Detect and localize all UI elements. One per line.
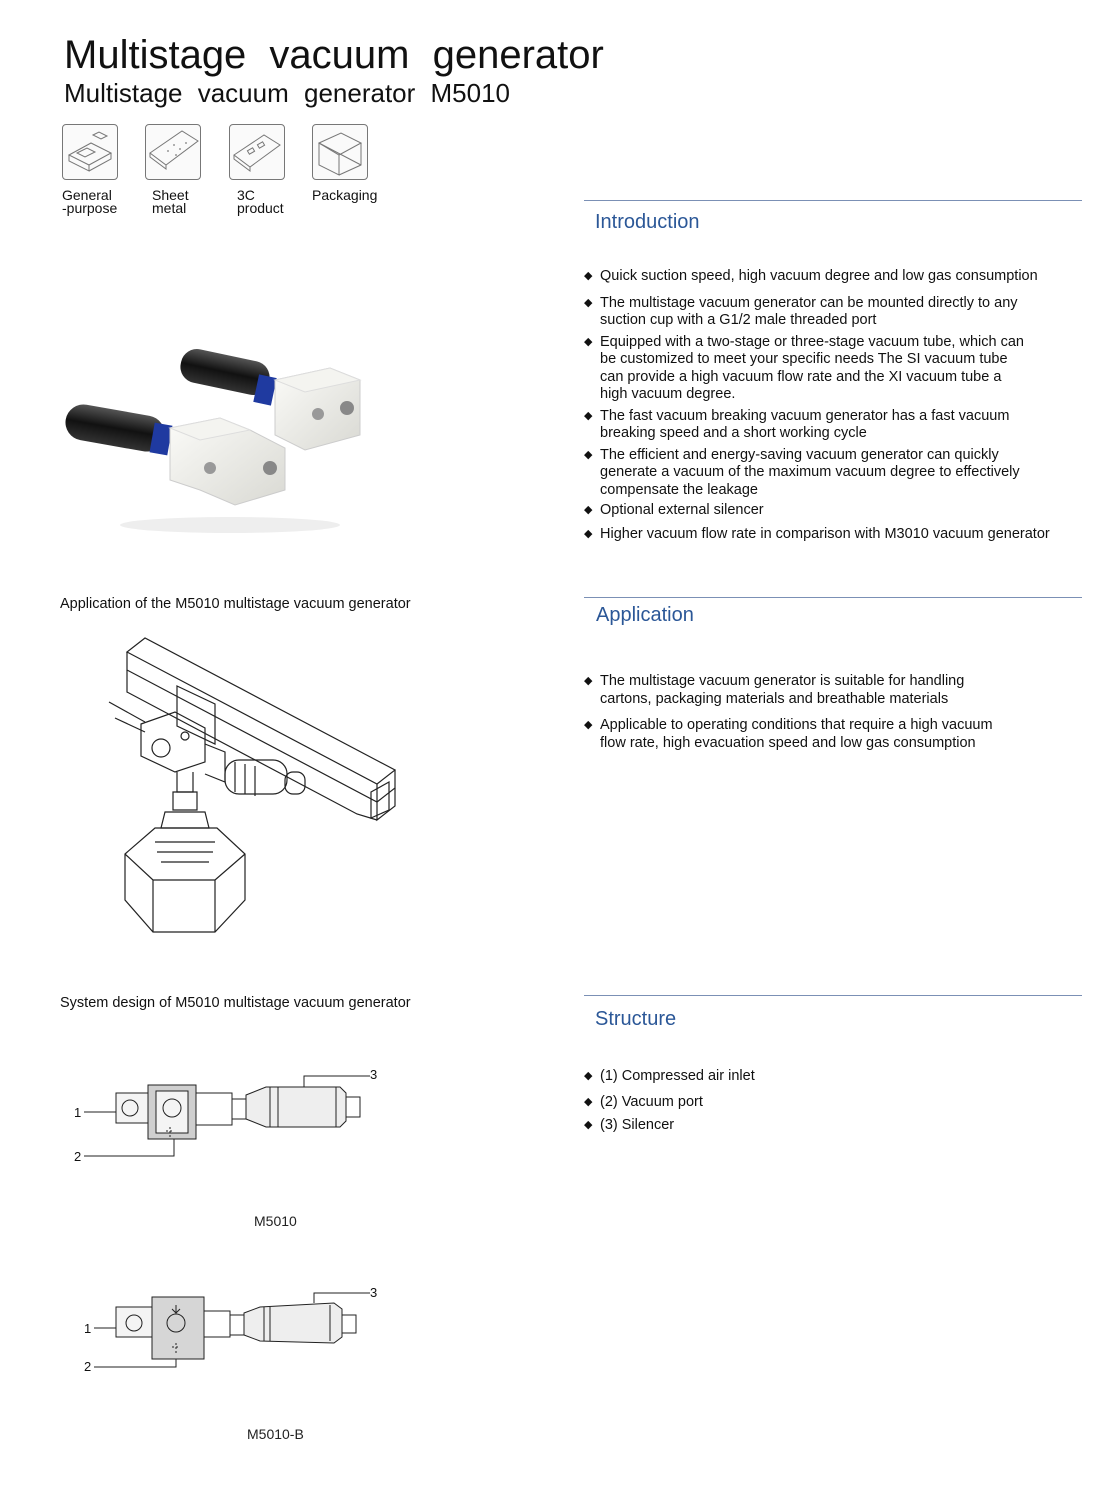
introduction-item: ◆ The multistage vacuum generator can be mounted directly to any suction cup with a G1/2 male threaded port xyxy=(584,295,1045,330)
introduction-item: ◆ Higher vacuum flow rate in comparison with M3010 vacuum generator xyxy=(584,526,1074,544)
introduction-item: ◆ Optional external silencer xyxy=(584,502,1074,520)
application-list xyxy=(584,673,1024,752)
general-purpose-icon xyxy=(62,124,118,180)
introduction-divider xyxy=(584,200,1082,201)
page-title: Multistage vacuum generator xyxy=(64,33,604,77)
m5010-callout-1: 1 xyxy=(74,1105,82,1120)
application-divider xyxy=(584,597,1082,598)
structure-item: ◆ (2) Vacuum port xyxy=(584,1094,984,1112)
introduction-item: ◆ Equipped with a two-stage or three-stage vacuum tube, which can be customized to meet your specific needs The SI vacuum tube can provide a high vacuum flow rate and the XI vacuum tube a high vacuum degree. xyxy=(584,334,1030,404)
industry-label-packaging: Packaging xyxy=(312,187,378,203)
structure-caption: System design of M5010 multistage vacuum generator xyxy=(60,995,411,1011)
m5010-b-callout-3: 3 xyxy=(370,1285,378,1300)
introduction-list xyxy=(584,268,1074,543)
introduction-item: ◆ Quick suction speed, high vacuum degree and low gas consumption xyxy=(584,268,1074,286)
structure-item: ◆ (1) Compressed air inlet xyxy=(584,1068,984,1086)
m5010-b-model-label: M5010-B xyxy=(247,1426,304,1442)
m5010-callout-2: 2 xyxy=(74,1149,82,1164)
introduction-item: ◆ The efficient and energy-saving vacuum generator can quickly generate a vacuum of the maximum vacuum degree to effectively compensate the leakage xyxy=(584,447,1030,500)
packaging-icon xyxy=(312,124,368,180)
application-item: ◆ The multistage vacuum generator is suitable for handling cartons, packaging materials and breathable materials xyxy=(584,673,1000,708)
introduction-item: ◆ The fast vacuum breaking vacuum generator has a fast vacuum breaking speed and a short working cycle xyxy=(584,408,1040,443)
introduction-heading: Introduction xyxy=(595,211,700,233)
m5010-b-callout-2: 2 xyxy=(84,1359,92,1374)
m5010-model-label: M5010 xyxy=(254,1213,297,1229)
application-item: ◆ Applicable to operating conditions that require a high vacuum flow rate, high evacuation speed and low gas consumption xyxy=(584,717,1020,752)
3c-product-icon xyxy=(229,124,285,180)
application-caption: Application of the M5010 multistage vacuum generator xyxy=(60,596,411,612)
product-photo xyxy=(60,340,400,540)
m5010-callout-3: 3 xyxy=(370,1067,378,1082)
application-heading: Application xyxy=(596,604,694,626)
structure-item: ◆ (3) Silencer xyxy=(584,1117,984,1135)
m5010-b-diagram xyxy=(80,1283,380,1378)
structure-list xyxy=(584,1068,984,1135)
industry-label-sheet-metal: Sheet metal xyxy=(152,187,189,216)
industry-label-3c: 3C product xyxy=(237,187,284,216)
m5010-diagram xyxy=(70,1065,380,1165)
industry-label-general: General -purpose xyxy=(62,187,118,216)
structure-divider xyxy=(584,995,1082,996)
m5010-b-callout-1: 1 xyxy=(84,1321,92,1336)
page-subtitle: Multistage vacuum generator M5010 xyxy=(64,78,511,108)
structure-heading: Structure xyxy=(595,1008,677,1030)
sheet-metal-icon xyxy=(145,124,201,180)
application-drawing xyxy=(105,632,400,950)
